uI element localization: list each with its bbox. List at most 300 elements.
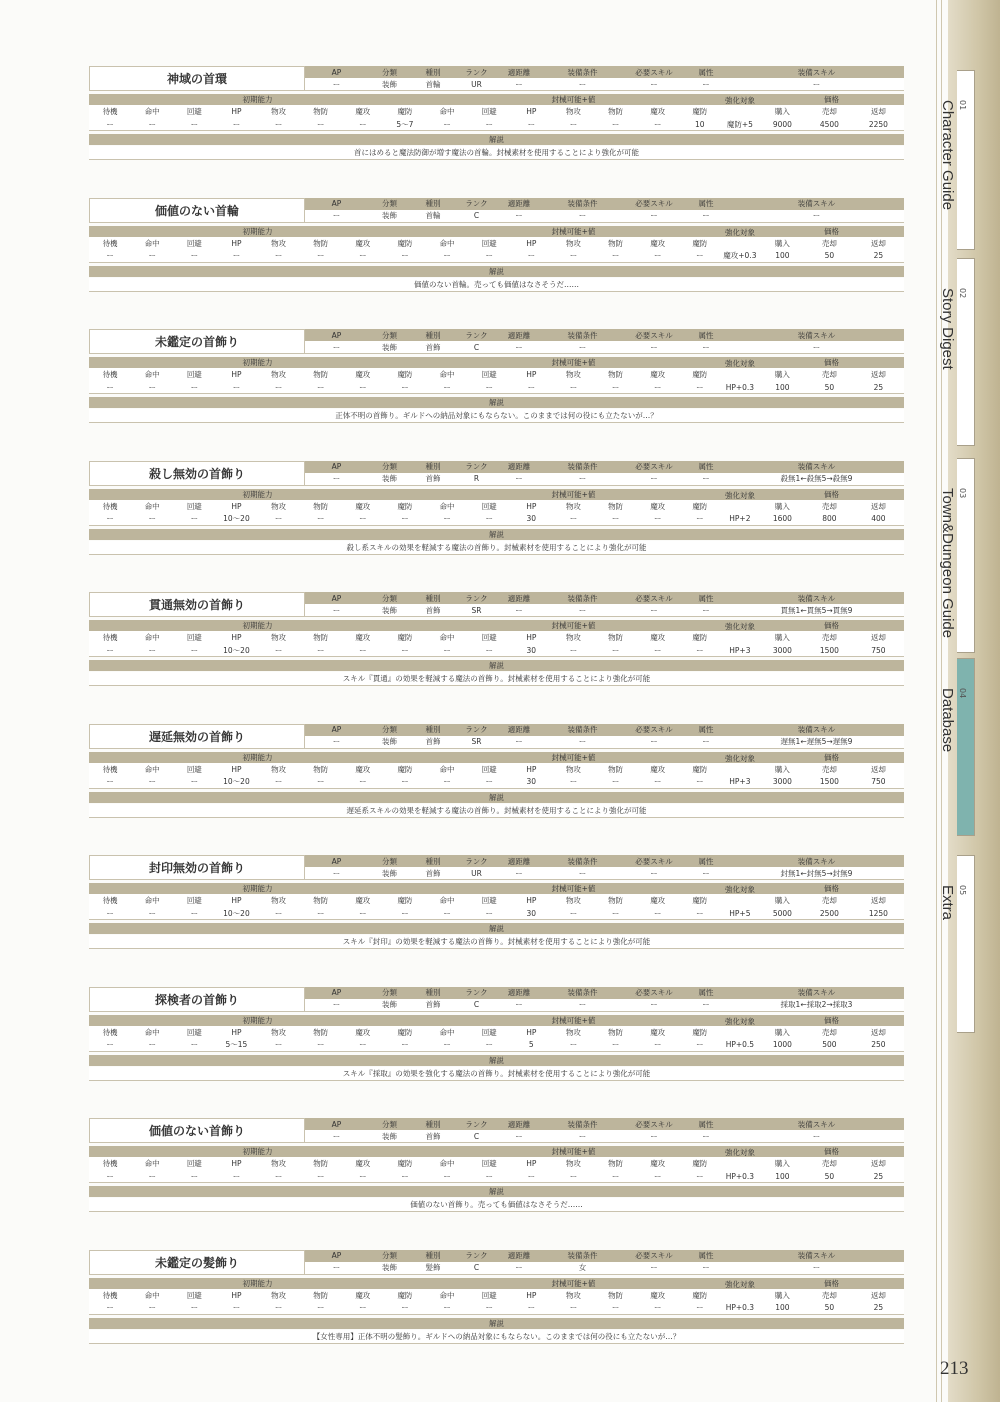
attribute-header-row [305, 1250, 904, 1262]
stat-value: ー [316, 777, 325, 786]
enhance-value: HP+0.3 [725, 1303, 755, 1312]
item-name: 未鑑定の首飾り [89, 329, 305, 354]
stat-column-header: 命中 [144, 1027, 160, 1037]
stat-column-header: 物攻 [565, 633, 581, 642]
attribute-value: 首飾 [425, 1131, 441, 1141]
tab-label-group [933, 885, 973, 920]
attribute-value: ー [702, 868, 710, 878]
price-value: 100 [775, 1171, 790, 1181]
stat-value: ー [443, 119, 451, 129]
stat-column-header: HP [526, 764, 537, 774]
section-header-row [89, 883, 904, 894]
price-column-header: 売却 [821, 764, 837, 774]
attribute-value: ー [702, 79, 710, 89]
item-name: 封印無効の首飾り [89, 855, 305, 880]
item-entry [89, 855, 904, 950]
attribute-header: 装備条件 [567, 988, 598, 997]
tab-number: 04 [958, 688, 967, 699]
attribute-value: 装飾 [382, 1263, 397, 1272]
stat-column-header: 命中 [439, 896, 455, 905]
attribute-header: 分類 [382, 199, 397, 208]
stat-value: ー [527, 1303, 536, 1312]
stat-value: 10～20 [223, 908, 250, 918]
spacer [721, 1157, 759, 1170]
seal-bonus-header: 封械可能+値 [426, 94, 721, 105]
stat-value: ー [359, 514, 367, 523]
stat-value: ー [274, 908, 283, 918]
attribute-value: 首飾 [425, 342, 441, 352]
stat-value-row [89, 118, 904, 131]
stat-column-header: 物攻 [565, 501, 581, 511]
stat-value: ー [359, 908, 367, 918]
stat-value: ー [106, 382, 114, 392]
price-value: 750 [871, 777, 886, 786]
stat-column-header: 命中 [144, 238, 160, 248]
item-name: 貫通無効の首飾り [89, 592, 305, 617]
tab-number: 02 [958, 288, 967, 299]
attribute-header: 種別 [425, 462, 441, 471]
attribute-header: 必要スキル [635, 725, 673, 734]
attribute-header-row [305, 1118, 904, 1130]
enhance-target-line1: 強化対象 [725, 227, 755, 237]
spacer [721, 500, 759, 513]
attribute-header: 属性 [698, 856, 714, 866]
attribute-value: ー [515, 211, 523, 220]
item-entry [89, 329, 904, 424]
tab-label-group [933, 488, 973, 638]
stat-value: ー [232, 1171, 241, 1181]
enhance-value: HP+0.5 [725, 1040, 755, 1049]
stat-value: ー [527, 1171, 536, 1181]
attribute-header-row [305, 329, 904, 341]
attribute-header: 種別 [425, 199, 441, 208]
price-column-header: 購入 [774, 238, 790, 248]
stat-value: ー [106, 251, 114, 260]
attribute-value: 首飾 [425, 605, 441, 615]
stat-column-header: 待機 [102, 238, 118, 248]
price-value: 9000 [772, 119, 792, 129]
stat-column-header: 魔攻 [650, 1290, 666, 1300]
stat-value: ー [485, 1171, 493, 1181]
attribute-value: ー [332, 79, 341, 89]
stat-column-header: 物攻 [271, 1159, 287, 1168]
attribute-value: ー [812, 211, 821, 220]
attribute-value: 首飾 [425, 737, 441, 746]
stat-column-header: 命中 [144, 633, 160, 642]
enhance-target-line1: 強化対象 [725, 359, 755, 368]
stat-value: ー [401, 908, 409, 918]
attribute-header: 必要スキル [635, 1251, 673, 1260]
attribute-value: 首飾 [425, 1000, 441, 1009]
stat-value: ー [359, 1171, 367, 1181]
stat-column-header: 待機 [102, 633, 118, 642]
stat-column-header: 待機 [102, 1290, 118, 1300]
price-column-header: 購入 [774, 501, 790, 511]
stat-value: 10～20 [223, 514, 250, 523]
attribute-value: ー [650, 1000, 658, 1009]
attribute-value: 装飾 [382, 211, 397, 220]
attribute-value: ー [332, 1263, 341, 1272]
stat-value: ー [274, 251, 283, 260]
stat-column-header: 命中 [439, 501, 455, 511]
section-header-row [89, 489, 904, 500]
stat-column-header: 物攻 [271, 238, 287, 248]
attribute-header: 種別 [425, 988, 441, 997]
price-column-header: 売却 [821, 238, 837, 248]
attribute-header: 種別 [425, 725, 441, 734]
attribute-value: C [473, 342, 480, 352]
attribute-value: 首輪 [425, 211, 441, 220]
stat-value: ー [190, 382, 199, 392]
stat-value: ー [106, 514, 114, 523]
stat-value: ー [696, 645, 704, 655]
price-column-header: 購入 [774, 1290, 790, 1300]
attribute-value: 装飾 [382, 1131, 397, 1141]
price-value: 25 [873, 382, 884, 392]
stat-column-header: 物防 [608, 238, 624, 248]
price-header: 価格 [759, 357, 904, 368]
attribute-header: 必要スキル [635, 593, 673, 603]
attribute-value: C [473, 211, 480, 220]
price-value: 50 [824, 251, 835, 260]
stat-column-header: 物防 [608, 501, 624, 511]
stat-column-header: 魔防 [692, 1027, 708, 1037]
stat-column-header: 魔防 [397, 1290, 413, 1300]
attribute-header: 必要スキル [635, 1119, 673, 1129]
stat-value: ー [274, 1040, 283, 1049]
attribute-header: 適距離 [507, 593, 531, 603]
stat-value: ー [316, 1303, 325, 1312]
price-value: 1500 [819, 777, 839, 786]
stat-value: ー [485, 119, 493, 129]
stat-column-header: 物防 [608, 1290, 624, 1300]
attribute-header: 装備スキル [797, 67, 836, 77]
stat-column-header: 物防 [313, 633, 329, 642]
stat-column-header: 命中 [144, 1290, 160, 1300]
stat-column-header-row [89, 1026, 904, 1039]
price-column-header: 返却 [870, 238, 886, 248]
price-value: 3000 [772, 645, 792, 655]
stat-value: ー [653, 908, 662, 918]
seal-bonus-header: 封械可能+値 [426, 1278, 721, 1289]
attribute-header: 属性 [698, 199, 714, 208]
stat-value: ー [611, 251, 620, 260]
item-description: 価値のない首輪。売っても価値はなさそうだ…… [89, 278, 904, 292]
stat-value: ー [148, 777, 156, 786]
stat-value: ー [106, 119, 114, 129]
description-header: 解説 [89, 1055, 904, 1066]
stat-column-header: 命中 [144, 501, 160, 511]
stat-column-header: 物攻 [565, 1290, 581, 1300]
enhance-value: HP+0.3 [725, 1171, 755, 1181]
price-column-header: 売却 [821, 1159, 837, 1168]
stat-value: ー [696, 908, 704, 918]
attribute-value: 女 [578, 1263, 587, 1272]
stat-value-row [89, 1039, 904, 1052]
attribute-value: ー [702, 211, 710, 220]
price-value: 250 [871, 1040, 886, 1049]
attribute-value: ー [332, 868, 341, 878]
section-header-row [89, 357, 904, 368]
stat-column-header: 物攻 [565, 896, 581, 905]
attribute-header: 属性 [698, 462, 714, 471]
stat-column-header: 回避 [186, 896, 202, 905]
price-column-header: 返却 [870, 1290, 886, 1300]
attribute-value: ー [332, 342, 341, 352]
stat-column-header: 命中 [144, 370, 160, 379]
spacer [721, 763, 759, 776]
stat-column-header: 魔攻 [650, 370, 666, 379]
stat-value: ー [274, 645, 283, 655]
tab-label: Extra [939, 885, 956, 921]
stat-value: ー [696, 382, 704, 392]
stat-column-header: 回避 [481, 107, 497, 116]
item-entry [89, 724, 904, 819]
attribute-header: 分類 [382, 856, 397, 866]
stat-value: ー [148, 251, 156, 260]
attribute-header: 必要スキル [635, 988, 673, 997]
attribute-header: 種別 [425, 1119, 441, 1129]
price-value: 800 [822, 514, 837, 523]
stat-column-header: 物防 [608, 370, 624, 379]
attribute-header-row [305, 724, 904, 736]
stat-value: ー [485, 382, 493, 392]
stat-column-header: 魔防 [397, 107, 413, 116]
price-column-header: 売却 [821, 370, 837, 379]
price-column-header: 売却 [821, 1027, 837, 1037]
seal-bonus-header: 封械可能+値 [426, 620, 721, 631]
stat-column-header: 物攻 [271, 107, 287, 116]
stat-column-header: 物防 [608, 896, 624, 905]
attribute-value: 髪飾 [425, 1263, 441, 1272]
stat-value: ー [696, 514, 704, 523]
stat-value: ー [569, 908, 578, 918]
attribute-value: ー [702, 1131, 710, 1141]
stat-value: ー [148, 908, 156, 918]
attribute-value: ー [578, 605, 587, 615]
attribute-header: 適距離 [507, 1119, 531, 1129]
stat-column-header: 待機 [102, 107, 118, 116]
attribute-header: 適距離 [507, 856, 531, 866]
price-value: 400 [871, 514, 886, 523]
stat-column-header: 物攻 [271, 370, 287, 379]
attribute-header: 属性 [698, 1251, 714, 1260]
stat-value: ー [653, 645, 662, 655]
price-column-header: 購入 [774, 370, 790, 379]
enhance-target-line1: 強化対象 [725, 96, 755, 105]
stat-value: ー [653, 119, 662, 129]
stat-value: ー [611, 645, 620, 655]
attribute-header: 必要スキル [635, 67, 673, 77]
stat-value: ー [443, 514, 451, 523]
enhance-target-line1: 強化対象 [725, 490, 755, 500]
stat-column-header-row [89, 105, 904, 118]
attribute-value: ー [515, 474, 523, 483]
price-value: 100 [775, 251, 790, 260]
price-value: 500 [822, 1040, 837, 1049]
section-header-row [89, 620, 904, 631]
attribute-header: 装備スキル [797, 462, 836, 471]
stat-column-header: HP [526, 1027, 537, 1037]
tab-number: 05 [958, 885, 967, 896]
price-column-header: 返却 [870, 107, 886, 116]
attribute-value: ー [650, 605, 658, 615]
stat-value: ー [274, 777, 283, 786]
price-value: 750 [871, 645, 886, 655]
tab-number: 03 [958, 488, 967, 499]
stat-value: ー [148, 1171, 156, 1181]
item-entry [89, 592, 904, 687]
tab-number: 01 [958, 100, 967, 111]
stat-value: ー [274, 514, 283, 523]
attribute-value: 貫無1←貫無5→貫無9 [780, 605, 853, 615]
attribute-value-row [305, 1130, 904, 1143]
attribute-header: 必要スキル [635, 856, 673, 866]
stat-column-header: 物攻 [271, 896, 287, 905]
item-entry [89, 1250, 904, 1345]
attribute-value: ー [650, 474, 658, 483]
enhance-target-line1: 強化対象 [725, 622, 755, 631]
stat-column-header: 物防 [313, 1290, 329, 1300]
seal-bonus-header: 封械可能+値 [426, 226, 721, 237]
attribute-header: 分類 [382, 462, 397, 471]
stat-column-header: 魔攻 [355, 1290, 371, 1300]
page-number: 213 [940, 1358, 969, 1379]
attribute-value: ー [578, 79, 587, 89]
price-column-header: 売却 [821, 896, 837, 905]
attribute-value: 採取1←採取2→採取3 [780, 1000, 853, 1009]
attribute-value: 首飾 [425, 474, 441, 483]
stat-value: ー [316, 119, 325, 129]
price-header: 価格 [759, 620, 904, 631]
stat-value: ー [359, 777, 367, 786]
stat-column-header: 物防 [313, 1027, 329, 1037]
stat-value: ー [569, 514, 578, 523]
stat-column-header: 魔防 [397, 1159, 413, 1168]
enhance-value: HP+3 [729, 645, 751, 655]
tab-label-group [933, 288, 973, 370]
initial-stats-header: 初期能力 [89, 1146, 426, 1157]
price-column-header: 購入 [774, 1159, 790, 1168]
attribute-value: ー [332, 605, 341, 615]
enhance-value: HP+5 [729, 908, 751, 918]
price-value: 2500 [819, 908, 839, 918]
attribute-header: 装備条件 [567, 67, 598, 77]
attribute-value: C [473, 1131, 480, 1141]
price-column-header: 返却 [870, 501, 886, 511]
attribute-header-row [305, 592, 904, 604]
item-description: スキル『封印』の効果を軽減する魔法の首飾り。封械素材を使用することにより強化が可能 [89, 935, 904, 949]
stat-value-row [89, 776, 904, 789]
stat-column-header: HP [231, 1159, 242, 1168]
attribute-value: 装飾 [382, 605, 397, 615]
stat-value: ー [106, 908, 114, 918]
stat-column-header: 回避 [481, 1290, 497, 1300]
stat-column-header: 物防 [608, 1027, 624, 1037]
stat-value: ー [485, 777, 493, 786]
price-column-header: 売却 [821, 1290, 837, 1300]
tab-extra[interactable] [957, 855, 975, 1033]
description-header: 解説 [89, 397, 904, 408]
stat-value: ー [359, 382, 367, 392]
attribute-header: 装備条件 [567, 593, 598, 603]
attribute-value: ー [650, 1263, 658, 1272]
stat-column-header: 魔防 [692, 1159, 708, 1168]
price-column-header: 購入 [774, 633, 790, 642]
stat-column-header: 魔攻 [355, 633, 371, 642]
stat-column-header: HP [526, 107, 537, 116]
attribute-value: ー [332, 211, 341, 220]
spacer [721, 631, 759, 644]
initial-stats-header: 初期能力 [89, 489, 426, 500]
attribute-value: ー [578, 868, 587, 878]
stat-column-header: 回避 [481, 1159, 497, 1168]
attribute-value: 首飾 [425, 868, 441, 878]
attribute-header: 種別 [425, 856, 441, 866]
stat-column-header: HP [526, 1290, 537, 1300]
attribute-header: 装備スキル [797, 988, 836, 997]
stat-value: ー [611, 119, 620, 129]
stat-value: ー [359, 251, 367, 260]
stat-column-header: 魔攻 [650, 1027, 666, 1037]
stat-value: ー [527, 251, 536, 260]
stat-column-header: 回避 [481, 1027, 497, 1037]
attribute-value: ー [515, 605, 523, 615]
seal-bonus-header: 封械可能+値 [426, 357, 721, 368]
stat-value: ー [190, 514, 199, 523]
attribute-header: 属性 [698, 988, 714, 997]
stat-column-header: 魔攻 [650, 238, 666, 248]
stat-value: 5 [528, 1040, 534, 1049]
stat-value: ー [190, 1040, 199, 1049]
stat-value: ー [569, 119, 578, 129]
stat-value: ー [401, 1040, 409, 1049]
attribute-value: R [473, 474, 480, 483]
attribute-value: 装飾 [382, 474, 397, 483]
price-value: 50 [824, 382, 835, 392]
seal-bonus-header: 封械可能+値 [426, 883, 721, 894]
stat-value: ー [569, 645, 578, 655]
stat-column-header: 魔防 [692, 370, 708, 379]
stat-column-header: HP [231, 1290, 242, 1300]
attribute-value: ー [515, 737, 523, 746]
attribute-header: 属性 [698, 330, 714, 340]
attribute-header: 分類 [382, 1251, 397, 1260]
initial-stats-header: 初期能力 [89, 752, 426, 763]
attribute-value: ー [515, 342, 523, 352]
stat-value: ー [485, 514, 493, 523]
stat-value: 10～20 [223, 645, 250, 655]
attribute-header: 分類 [382, 988, 397, 997]
stat-column-header: 待機 [102, 1027, 118, 1037]
attribute-value-row [305, 210, 904, 223]
attribute-value: ー [650, 1131, 658, 1141]
attribute-header: AP [331, 1119, 342, 1129]
stat-column-header: 物防 [608, 1159, 624, 1168]
price-header: 価格 [759, 752, 904, 763]
attribute-header: AP [331, 67, 342, 77]
attribute-header: 装備スキル [797, 1251, 836, 1260]
attribute-value-row [305, 999, 904, 1012]
stat-column-header: 待機 [102, 501, 118, 511]
stat-value: 5～7 [396, 119, 414, 129]
stat-value: ー [443, 777, 451, 786]
attribute-header: ランク [465, 330, 488, 340]
stat-column-header: 魔防 [397, 764, 413, 774]
spacer [721, 237, 759, 250]
description-header: 解説 [89, 529, 904, 540]
attribute-header: 種別 [425, 593, 441, 603]
